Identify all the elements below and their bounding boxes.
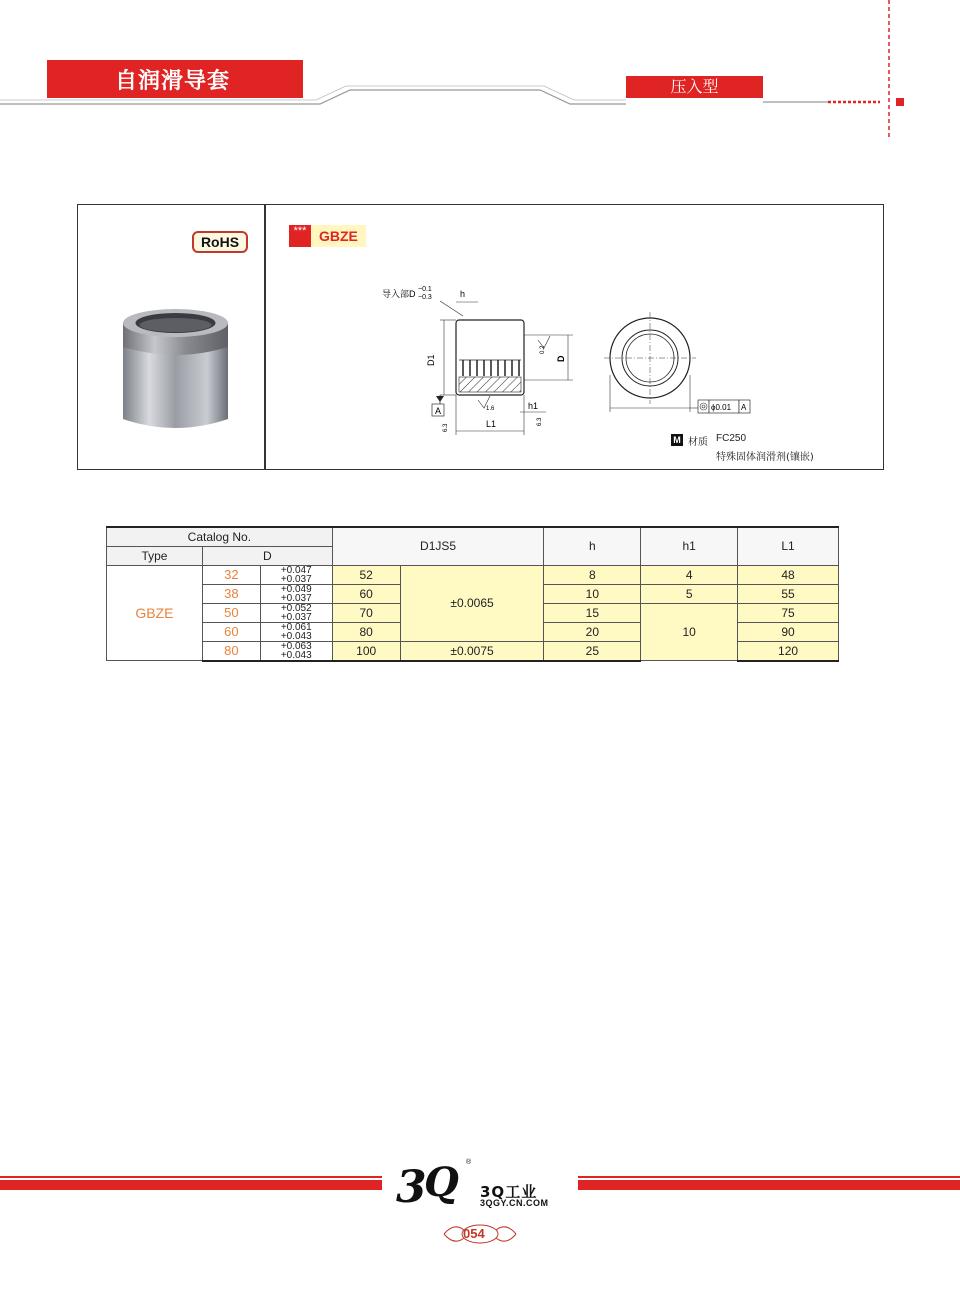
d-tolerance: +0.049 +0.037 [260, 584, 332, 603]
svg-text:Q: Q [424, 1159, 459, 1206]
d1-value: 52 [332, 565, 400, 584]
d-value: 50 [202, 603, 260, 622]
page-title: 自润滑导套 [115, 69, 231, 94]
svg-text:3: 3 [396, 1162, 427, 1210]
header-d: D [202, 546, 332, 565]
roughness-63b: 6.3 [537, 417, 543, 426]
stars-mark: *** [289, 225, 311, 247]
material-label: 材质 [688, 437, 708, 448]
d-value: 60 [202, 622, 260, 641]
roughness-16: 1.6 [486, 406, 495, 412]
lead-tol-upper: −0.1 [418, 286, 432, 293]
d1-tolerance: ±0.0065 [400, 565, 544, 641]
product-code: GBZE [311, 225, 366, 247]
material-value: FC250 [716, 433, 747, 444]
d1-tolerance: ±0.0075 [400, 641, 544, 661]
product-box-divider [264, 205, 266, 469]
svg-text:®: ® [466, 1159, 472, 1166]
d-value: 80 [202, 641, 260, 661]
h1-value: 10 [641, 603, 738, 661]
material-value-2: 特殊固体润滑剂(镶嵌) [716, 452, 814, 463]
d-value: 38 [202, 584, 260, 603]
footer-bar-right [578, 1180, 960, 1190]
d1-value: 60 [332, 584, 400, 603]
h-value: 10 [544, 584, 641, 603]
d-label: D [556, 355, 566, 362]
h-label: h [460, 289, 466, 299]
h-value: 15 [544, 603, 641, 622]
d-tolerance: +0.061 +0.043 [260, 622, 332, 641]
h-value: 8 [544, 565, 641, 584]
table-row [107, 565, 839, 584]
h1-label: h1 [528, 401, 539, 411]
header-h: h [544, 527, 641, 565]
header-d1: D1JS5 [332, 527, 544, 565]
header-l1: L1 [738, 527, 839, 565]
d-tolerance: +0.047 +0.037 [260, 565, 332, 584]
l1-value: 120 [738, 641, 839, 661]
concentricity-value: ϕ0.01 [711, 403, 732, 412]
type-cell: GBZE [107, 565, 203, 661]
page-subtitle: 压入型 [626, 76, 763, 98]
d1-value: 100 [332, 641, 400, 661]
footer-line-right-thin [578, 1176, 960, 1178]
d-value: 32 [202, 565, 260, 584]
roughness-63a: 6.3 [443, 423, 449, 432]
l1-value: 90 [738, 622, 839, 641]
spec-table [106, 526, 839, 662]
material-icon: M [671, 434, 683, 446]
d1-value: 70 [332, 603, 400, 622]
l1-label: L1 [486, 419, 497, 429]
d1-value: 80 [332, 622, 400, 641]
h-value: 20 [544, 622, 641, 641]
d1-label: D1 [426, 354, 436, 366]
brand-logo-icon [390, 1150, 480, 1210]
product-photo [118, 305, 238, 435]
header-h1: h1 [641, 527, 738, 565]
footer-bar-left [0, 1180, 382, 1190]
technical-drawing [368, 280, 768, 440]
d-tolerance: +0.063 +0.043 [260, 641, 332, 661]
product-box [77, 204, 884, 470]
d-tolerance: +0.052 +0.037 [260, 603, 332, 622]
footer-line-left-thin [0, 1176, 382, 1178]
datum-a: A [435, 406, 442, 416]
header-catalog: Catalog No. [107, 527, 333, 546]
lead-label: 导入部D [382, 289, 416, 299]
l1-value: 48 [738, 565, 839, 584]
h1-value: 5 [641, 584, 738, 603]
roughness-02: 0.2 [540, 345, 546, 354]
rohs-badge: RoHS [192, 231, 248, 253]
concentricity-datum: A [741, 403, 747, 412]
l1-value: 75 [738, 603, 839, 622]
h1-value: 4 [641, 565, 738, 584]
l1-value: 55 [738, 584, 839, 603]
page-number: 054 [463, 1226, 485, 1241]
brand-name: 3Q工业 [480, 1183, 538, 1201]
lead-tol-lower: −0.3 [418, 294, 432, 301]
h-value: 25 [544, 641, 641, 661]
brand-url: 3QGY.CN.COM [480, 1198, 549, 1208]
header-type: Type [107, 546, 203, 565]
